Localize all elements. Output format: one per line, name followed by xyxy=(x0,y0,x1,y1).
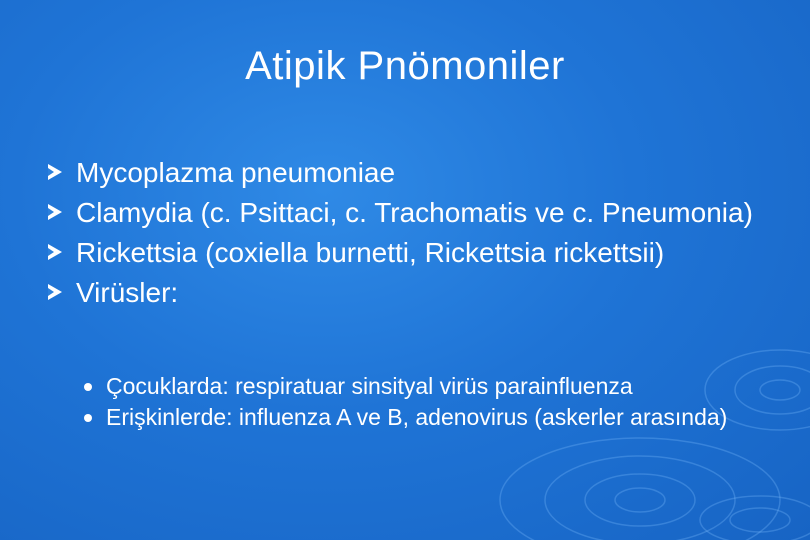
arrow-bullet-icon xyxy=(48,164,62,180)
slide-title: Atipik Pnömoniler xyxy=(245,44,565,88)
sub-bullet-item xyxy=(84,403,774,432)
bullet-text: Mycoplazma pneumoniae xyxy=(76,157,396,188)
arrow-bullet-icon xyxy=(48,244,62,260)
sub-bullet-list xyxy=(84,372,774,434)
arrow-bullet-icon xyxy=(48,204,62,220)
arrow-bullet-icon xyxy=(48,284,62,300)
bullet-item xyxy=(48,235,788,271)
dot-bullet-icon xyxy=(84,414,92,422)
bullet-text: Virüsler: xyxy=(76,277,179,308)
bullet-text: Clamydia (c. Psittaci, c. Trachomatis ve c. Pneumonia) xyxy=(76,197,753,228)
bullet-list xyxy=(48,155,788,315)
dot-bullet-icon xyxy=(84,383,92,391)
bullet-item xyxy=(48,275,788,311)
sub-bullet-text: Erişkinlerde: influenza A ve B, adenovirus (askerler arasında) xyxy=(106,404,728,430)
sub-bullet-item xyxy=(84,372,774,401)
sub-bullet-text: Çocuklarda: respiratuar sinsityal virüs parainfluenza xyxy=(106,373,633,399)
bullet-item xyxy=(48,155,788,191)
bullet-text: Rickettsia (coxiella burnetti, Rickettsia rickettsii) xyxy=(76,237,665,268)
bullet-item xyxy=(48,195,788,231)
